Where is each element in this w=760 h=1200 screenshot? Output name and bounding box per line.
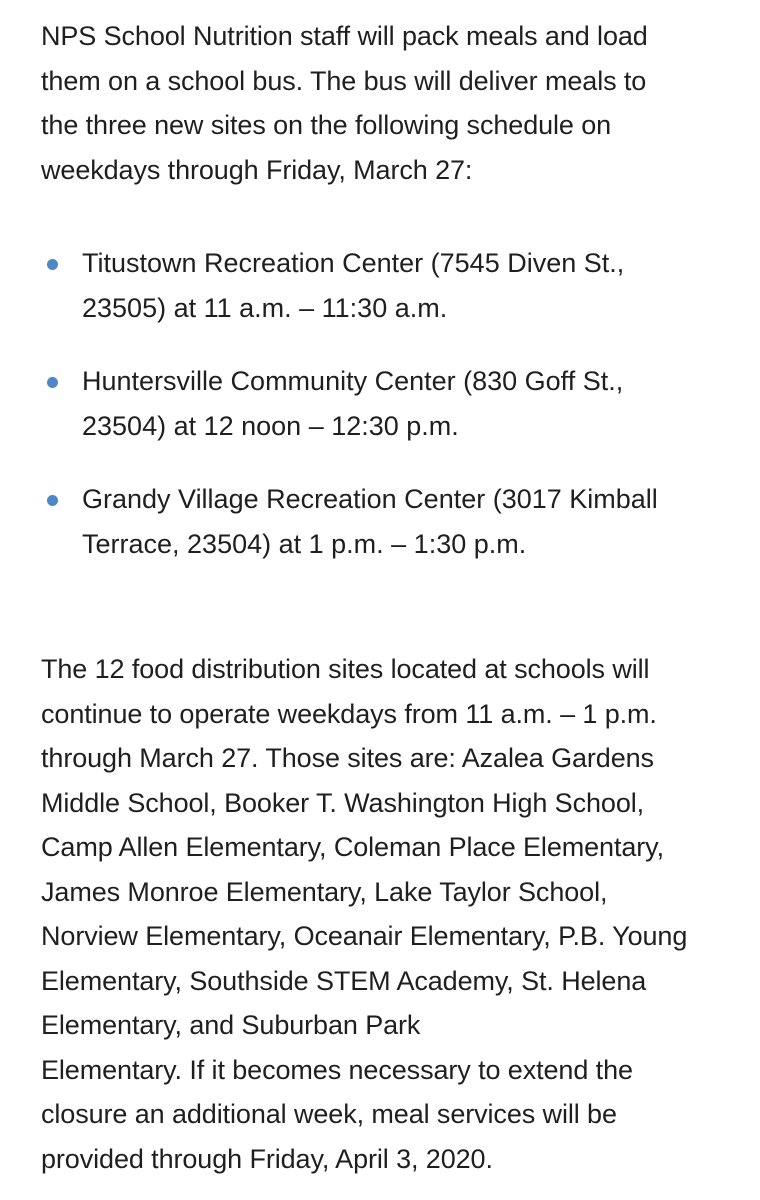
- schools-paragraph: [41, 647, 721, 1181]
- text-line: closure an additional week, meal services will be: [41, 1099, 617, 1129]
- text-line: them on a school bus. The bus will deliver meals to: [41, 65, 647, 96]
- text-line: continue to operate weekdays from 11 a.m. – 1 p.m.: [41, 698, 657, 729]
- text-line: weekdays through Friday, March 27:: [41, 154, 473, 185]
- text-line: Terrace, 23504) at 1 p.m. – 1:30 p.m.: [82, 528, 527, 559]
- text-line: through March 27. Those sites are: Azalea Gardens: [41, 743, 654, 773]
- text-line: provided through Friday, April 3, 2020.: [41, 1143, 493, 1174]
- text-line: Grandy Village Recreation Center (3017 Kimball: [82, 484, 658, 514]
- text-line: the three new sites on the following schedule on: [41, 110, 612, 140]
- text-line: NPS School Nutrition staff will pack meals and load: [41, 21, 648, 51]
- bullet-dot-icon: [47, 495, 58, 506]
- meal-site-list: [41, 241, 721, 566]
- article-body: [41, 14, 721, 1181]
- text-line: The 12 food distribution sites located at schools will: [41, 654, 650, 684]
- text-line: Elementary, Southside STEM Academy, St. Helena: [41, 965, 647, 996]
- text-line: 23505) at 11 a.m. – 11:30 a.m.: [82, 292, 448, 323]
- text-line: James Monroe Elementary, Lake Taylor School,: [41, 876, 608, 907]
- list-item: [41, 359, 721, 448]
- text-line: Elementary, and Suburban Park: [41, 1010, 421, 1040]
- text-line: Huntersville Community Center (830 Goff St.,: [82, 366, 624, 396]
- intro-paragraph: [41, 14, 721, 192]
- text-line: Titustown Recreation Center (7545 Diven St.,: [82, 248, 625, 278]
- text-line: Camp Allen Elementary, Coleman Place Elementary,: [41, 832, 664, 862]
- text-line: Middle School, Booker T. Washington High School,: [41, 787, 645, 818]
- text-line: 23504) at 12 noon – 12:30 p.m.: [82, 410, 459, 441]
- bullet-dot-icon: [47, 259, 58, 270]
- text-line: Norview Elementary, Oceanair Elementary, P.B. Young: [41, 921, 688, 951]
- bullet-dot-icon: [47, 377, 58, 388]
- text-line: Elementary. If it becomes necessary to extend the: [41, 1054, 633, 1085]
- list-item: [41, 477, 721, 566]
- list-item: [41, 241, 721, 330]
